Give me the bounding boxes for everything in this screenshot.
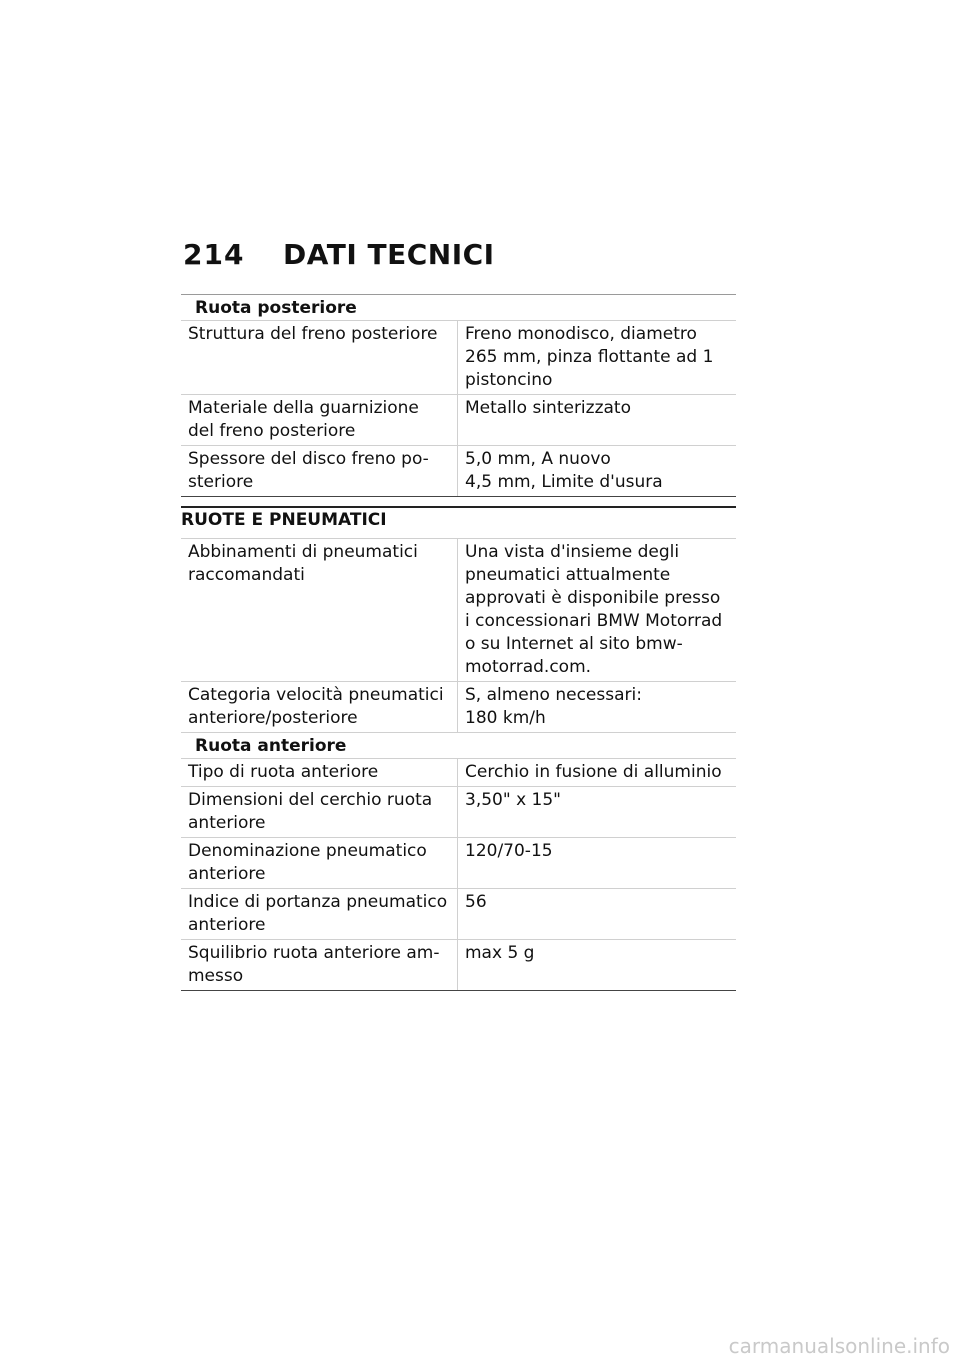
row-value: max 5 g [465,943,535,963]
table-row [181,838,736,889]
table-row [181,321,736,395]
table-row [181,759,736,787]
front-wheel-subtitle: Ruota anteriore [181,733,736,759]
table-row [181,539,736,682]
row-value [458,682,736,732]
row-value: Una vista d'insieme degli pneumatici attualmente approvati è disponibile presso i concessionari BMW Motorrad o su Internet al sito bmw-motorrad.com. [465,542,723,677]
watermark: carmanualsonline.info [728,1334,950,1358]
table-row [181,940,736,991]
row-value: Freno monodisco, diametro 265 mm, pinza flottante ad 1 pistoncino [465,324,714,390]
table-row [181,446,736,497]
value-line: 5,0 mm, A nuovo [465,449,611,469]
row-label: Spessore del disco freno po-steriore [181,446,458,496]
row-label: Squilibrio ruota anteriore am-messo [181,940,458,990]
row-label: Categoria velocità pneumatici anteriore/posteriore [181,682,458,732]
page-header [183,238,495,271]
value-line: 180 km/h [465,708,546,728]
table-row [181,682,736,733]
row-label: Struttura del freno posteriore [181,321,458,394]
value-line: 4,5 mm, Limite d'usura [465,472,663,492]
value-line: S, almeno necessari: [465,685,642,705]
row-value [458,446,736,496]
page-title: DATI TECNICI [283,238,495,271]
table-row [181,395,736,446]
rear-wheel-subtitle: Ruota posteriore [181,295,736,321]
row-value: Cerchio in fusione di alluminio [465,762,722,782]
tyres-table [181,506,736,991]
row-label: Abbinamenti di pneumatici raccomandati [181,539,458,681]
table-row [181,787,736,838]
row-value: 120/70-15 [465,841,553,861]
row-value: Metallo sinterizzato [465,398,631,418]
rear-wheel-table [181,294,736,497]
section-title: RUOTE E PNEUMATICI [181,508,736,539]
row-label: Indice di portanza pneumatico anteriore [181,889,458,939]
row-value: 3,50" x 15" [465,790,561,810]
page-number: 214 [183,238,245,271]
row-value: 56 [465,892,487,912]
table-row [181,889,736,940]
row-label: Tipo di ruota anteriore [181,759,458,786]
row-label: Denominazione pneumatico anteriore [181,838,458,888]
row-label: Dimensioni del cerchio ruota anteriore [181,787,458,837]
row-label: Materiale della guarnizione del freno posteriore [181,395,458,445]
